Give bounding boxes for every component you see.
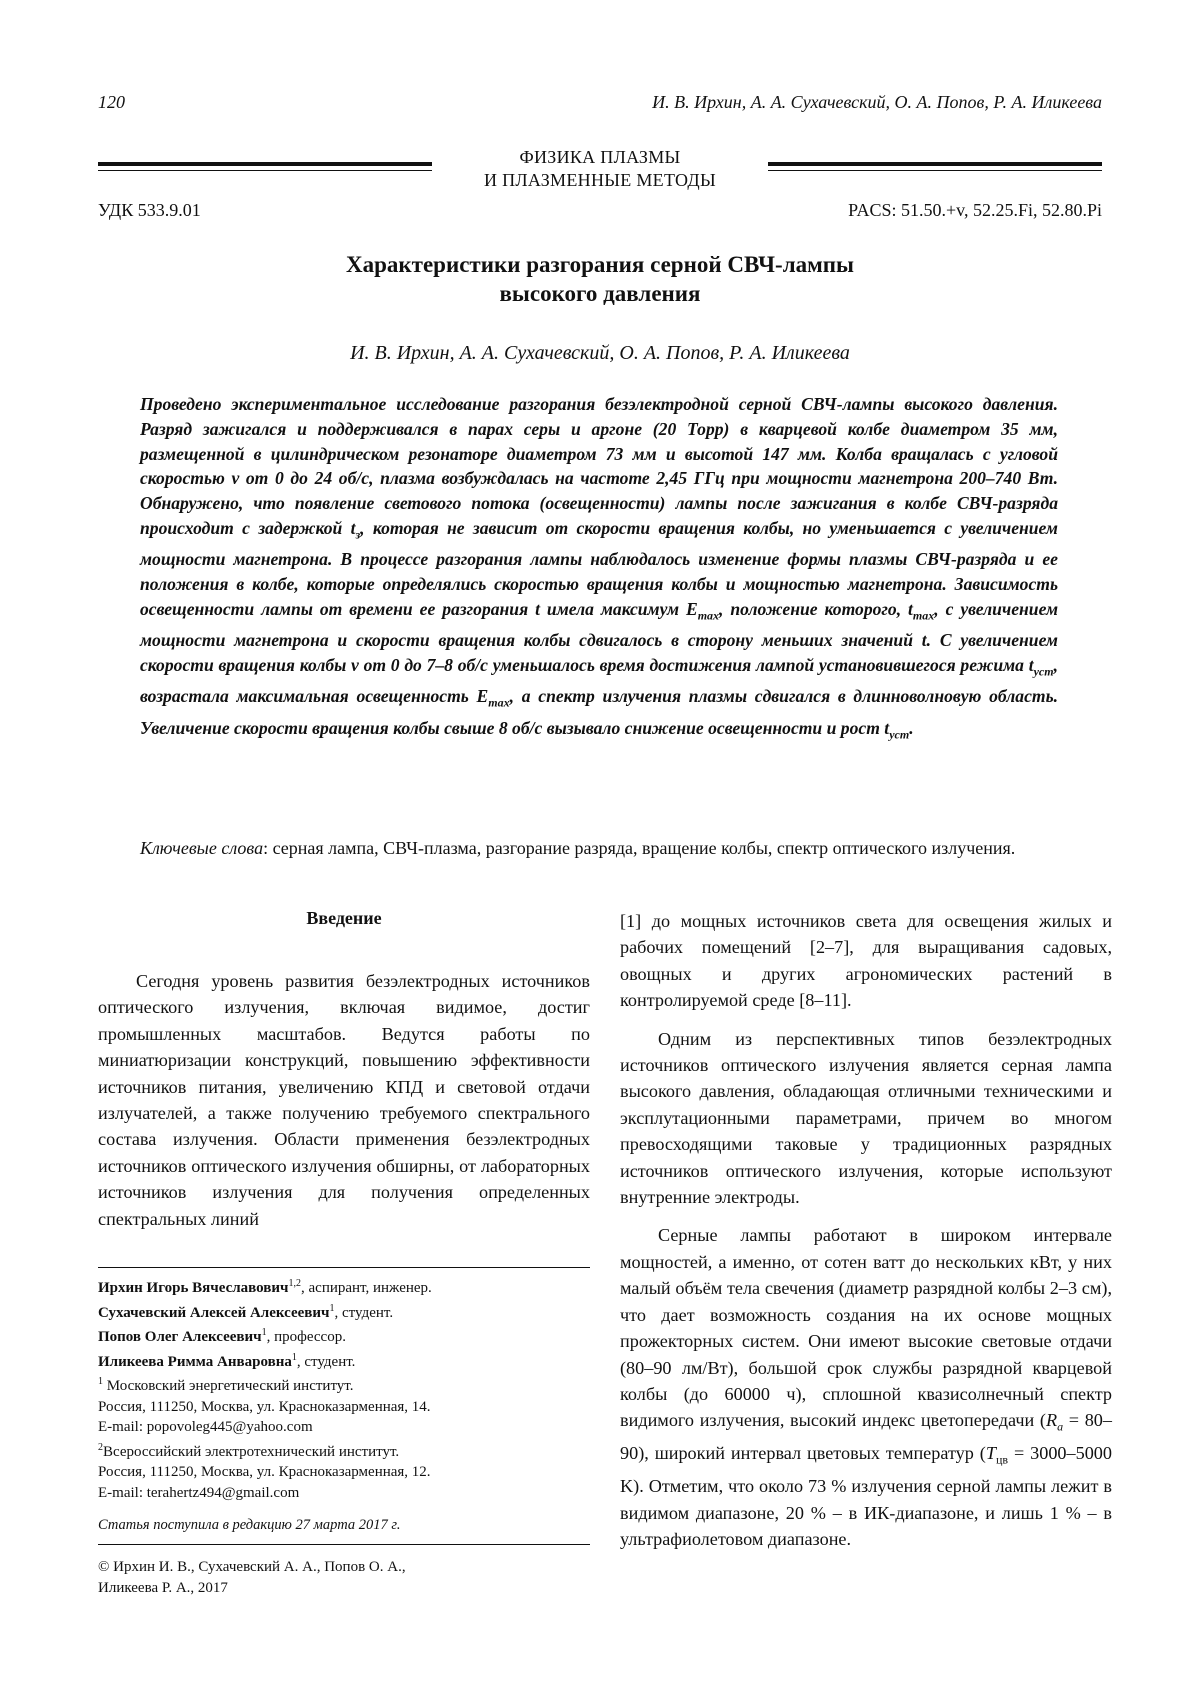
abstract-text-4: , с увеличением мощности магнетрона и скорости вращения колбы сдвигалось в сторону меньших значений t. С увеличением скорости вращения колбы v от 0 до 7–8 об/с уменьшалось время достижения лампой установившегося режима t: [140, 598, 1058, 675]
keywords-text: : серная лампа, СВЧ-плазма, разгорание разряда, вращение колбы, спектр оптического излучения.: [263, 838, 1016, 858]
udk-code: УДК 533.9.01: [98, 200, 201, 220]
received-date: Статья поступила в редакцию 27 марта 2017 г.: [98, 1515, 590, 1545]
org-2-name: Всероссийский электротехнический институт.: [103, 1443, 400, 1460]
footnote-author-4: [98, 1348, 590, 1373]
author-2-role: , студент.: [334, 1304, 394, 1321]
author-2-name: Сухачевский Алексей Алексеевич: [98, 1304, 330, 1321]
author-1-name: Ирхин Игорь Вячеславович: [98, 1280, 289, 1296]
symbol-T-sub: цв: [995, 1453, 1009, 1467]
abstract: [140, 392, 1058, 747]
symbol-T: T: [985, 1443, 996, 1464]
article-title-line2: высокого давления: [499, 281, 701, 306]
abstract-text-1: Проведено экспериментальное исследование разгорания безэлектродной серной СВЧ-лампы высокого давления. Разряд зажигался и поддерживался в парах серы и аргоне (20 Торр) в кварцевой колбе диаметром 35 мм, размещенной в цилиндрическом резонаторе диаметром 73 мм и высотой 147 мм. Колба вращалась с угловой скоростью v от 0 до 24 об/с, плазма возбуждалась на частоте 2,45 ГГц при мощности магнетрона 200–740 Вт. Обнаружено, что появление светового потока (освещенности) лампы после зажигания в колбе СВЧ-разряда происходит с задержкой t: [140, 394, 1058, 538]
author-3-role: , профессор.: [266, 1329, 346, 1345]
classification-line: [98, 200, 1102, 224]
running-head-authors: И. В. Ирхин, А. А. Сухачевский, О. А. Попов, Р. А. Иликеева: [652, 92, 1102, 112]
abstract-text-7: .: [909, 717, 914, 738]
article-authors: И. В. Ирхин, А. А. Сухачевский, О. А. Попов, Р. А. Иликеева: [350, 342, 850, 364]
keywords: [140, 836, 1058, 860]
copyright-line1: © Ирхин И. В., Сухачевский А. А., Попов О. А.,: [98, 1558, 406, 1575]
abstract-text-2: , которая не зависит от скорости вращения колбы, но уменьшается с увеличением мощности магнетрона. В процессе разгорания лампы наблюдалось изменение формы плазмы СВЧ-разряда и ее положения в колбе, которые определялись скоростью вращения колбы и мощностью магнетрона. Зависимость освещенности лампы от времени ее разгорания t имела максимум E: [140, 517, 1058, 619]
article-title: [98, 250, 1102, 308]
section-band: [98, 146, 1102, 192]
intro-paragraph-3-a: Серные лампы работают в широком интервале мощностей, а именно, от сотен ватт до нескольких кВт, у них малый объём тела свечения (диаметр разрядной колбы 2–3 см), что дает возможность создания на их основе мощных прожекторных систем. Они имеют высокие световые отдачи (80–90 лм/Вт), большой срок службы разрядной кварцевой колбы (до 60000 ч), сплошной квазисолнечный спектр видимого излучения, высокий индекс цветопередачи (: [620, 1225, 1112, 1431]
footnote-org-1-address: Россия, 111250, Москва, ул. Красноказарменная, 14.: [98, 1398, 431, 1415]
abstract-sub-emax-2: max: [488, 695, 510, 710]
footnote-author-1: [98, 1274, 590, 1299]
footnote-author-2: [98, 1299, 590, 1324]
author-3-name: Попов Олег Алексеевич: [98, 1329, 262, 1345]
abstract-text-5: , возрастала максимальная освещенность E: [140, 655, 1058, 707]
author-1-affiliation: 1,2: [288, 1278, 301, 1289]
abstract-text-6: , а спектр излучения плазмы сдвигался в длинноволновую область. Увеличение скорости вращения колбы свыше 8 об/с вызывало снижение освещенности и рост t: [140, 686, 1059, 738]
section-rule-right: [768, 162, 1102, 171]
right-column: [620, 908, 1112, 1565]
section-title: [432, 146, 768, 192]
keywords-label: Ключевые слова: [140, 838, 264, 858]
author-3-affiliation: 1: [261, 1327, 267, 1338]
author-4-role: , студент.: [296, 1353, 356, 1370]
running-head: [98, 92, 1102, 116]
article-title-line1: Характеристики разгорания серной СВЧ-лампы: [346, 252, 854, 277]
left-column: [98, 908, 590, 1244]
symbol-R: R: [1045, 1410, 1058, 1431]
abstract-sub-tust-2: уст: [889, 727, 910, 742]
author-1-role: , аспирант, инженер.: [301, 1280, 432, 1296]
abstract-sub-emax: max: [697, 608, 720, 623]
copyright-line2: Иликеева Р. А., 2017: [98, 1579, 228, 1596]
section-title-line2: И ПЛАЗМЕННЫЕ МЕТОДЫ: [483, 170, 716, 190]
abstract-sub-tmax: max: [912, 608, 935, 623]
symbol-R-sub: a: [1057, 1419, 1064, 1434]
author-4-name: Иликеева Римма Анваровна: [98, 1353, 292, 1370]
section-rule-left: [98, 162, 432, 171]
footnote-org-1-email: E-mail: popovoleg445@yahoo.com: [98, 1419, 313, 1435]
org-1-marker: 1: [98, 1376, 103, 1387]
footnote-org-2-address: Россия, 111250, Москва, ул. Красноказарменная, 12.: [98, 1464, 431, 1480]
section-title-line1: ФИЗИКА ПЛАЗМЫ: [519, 147, 681, 167]
intro-paragraph-3-c: = 3000–5000 K). Отметим, что около 73 % излучения серной лампы лежит в видимом диапазоне, 20 % – в ИК-диапазоне, и лишь 1 % – в ультрафиолетовом диапазоне.: [620, 1443, 1112, 1550]
intro-paragraph-1-continued: [1] до мощных источников света для освещения жилых и рабочих помещений [2–7], для выращивания садовых, овощных и других агрономических растений в контролируемой среде [8–11].: [620, 911, 1112, 1011]
author-footnotes: [98, 1267, 590, 1599]
footnote-org-2: [98, 1438, 590, 1463]
abstract-sub-tust: уст: [1033, 664, 1054, 679]
pacs-codes: PACS: 51.50.+v, 52.25.Fi, 52.80.Pi: [848, 200, 1102, 220]
footnote-author-3: [98, 1323, 590, 1348]
intro-heading: Введение: [306, 908, 382, 928]
footnote-org-2-email: E-mail: terahertz494@gmail.com: [98, 1484, 300, 1501]
abstract-sub-tz: з: [355, 527, 361, 542]
author-4-affiliation: 1: [291, 1351, 297, 1363]
author-2-affiliation: 1: [329, 1302, 335, 1314]
footnote-org-1: [98, 1372, 590, 1397]
intro-paragraph-3-b: = 80–90), широкий интервал цветовых температур (: [620, 1410, 1112, 1464]
intro-paragraph-2: Одним из перспективных типов безэлектродных источников оптического излучения является серная лампа высокого давления, обладающая отличными техническими и эксплутационными параметрами, причем во многом превосходящими таковые у традиционных разрядных источников оптического излучения, которые используют внутренние электроды.: [620, 1028, 1112, 1208]
org-2-marker: 2: [98, 1441, 103, 1453]
intro-paragraph-3: [620, 1222, 1112, 1552]
org-1-name: Московский энергетический институт.: [103, 1378, 354, 1394]
page-number: 120: [98, 92, 125, 112]
abstract-text-3: , положение которого, t: [719, 598, 913, 619]
intro-paragraph-1: Сегодня уровень развития безэлектродных источников оптического излучения, включая видимое, достиг промышленных масштабов. Ведутся работы по миниатюризации конструкций, повышению эффективности источников питания, увеличению КПД и световой отдачи излучателей, а также получению требуемого спектрального состава излучения. Области применения безэлектродных источников оптического излучения обширны, от лабораторных источников излучения для получения определенных спектральных линий: [98, 971, 590, 1229]
copyright: [98, 1557, 590, 1599]
